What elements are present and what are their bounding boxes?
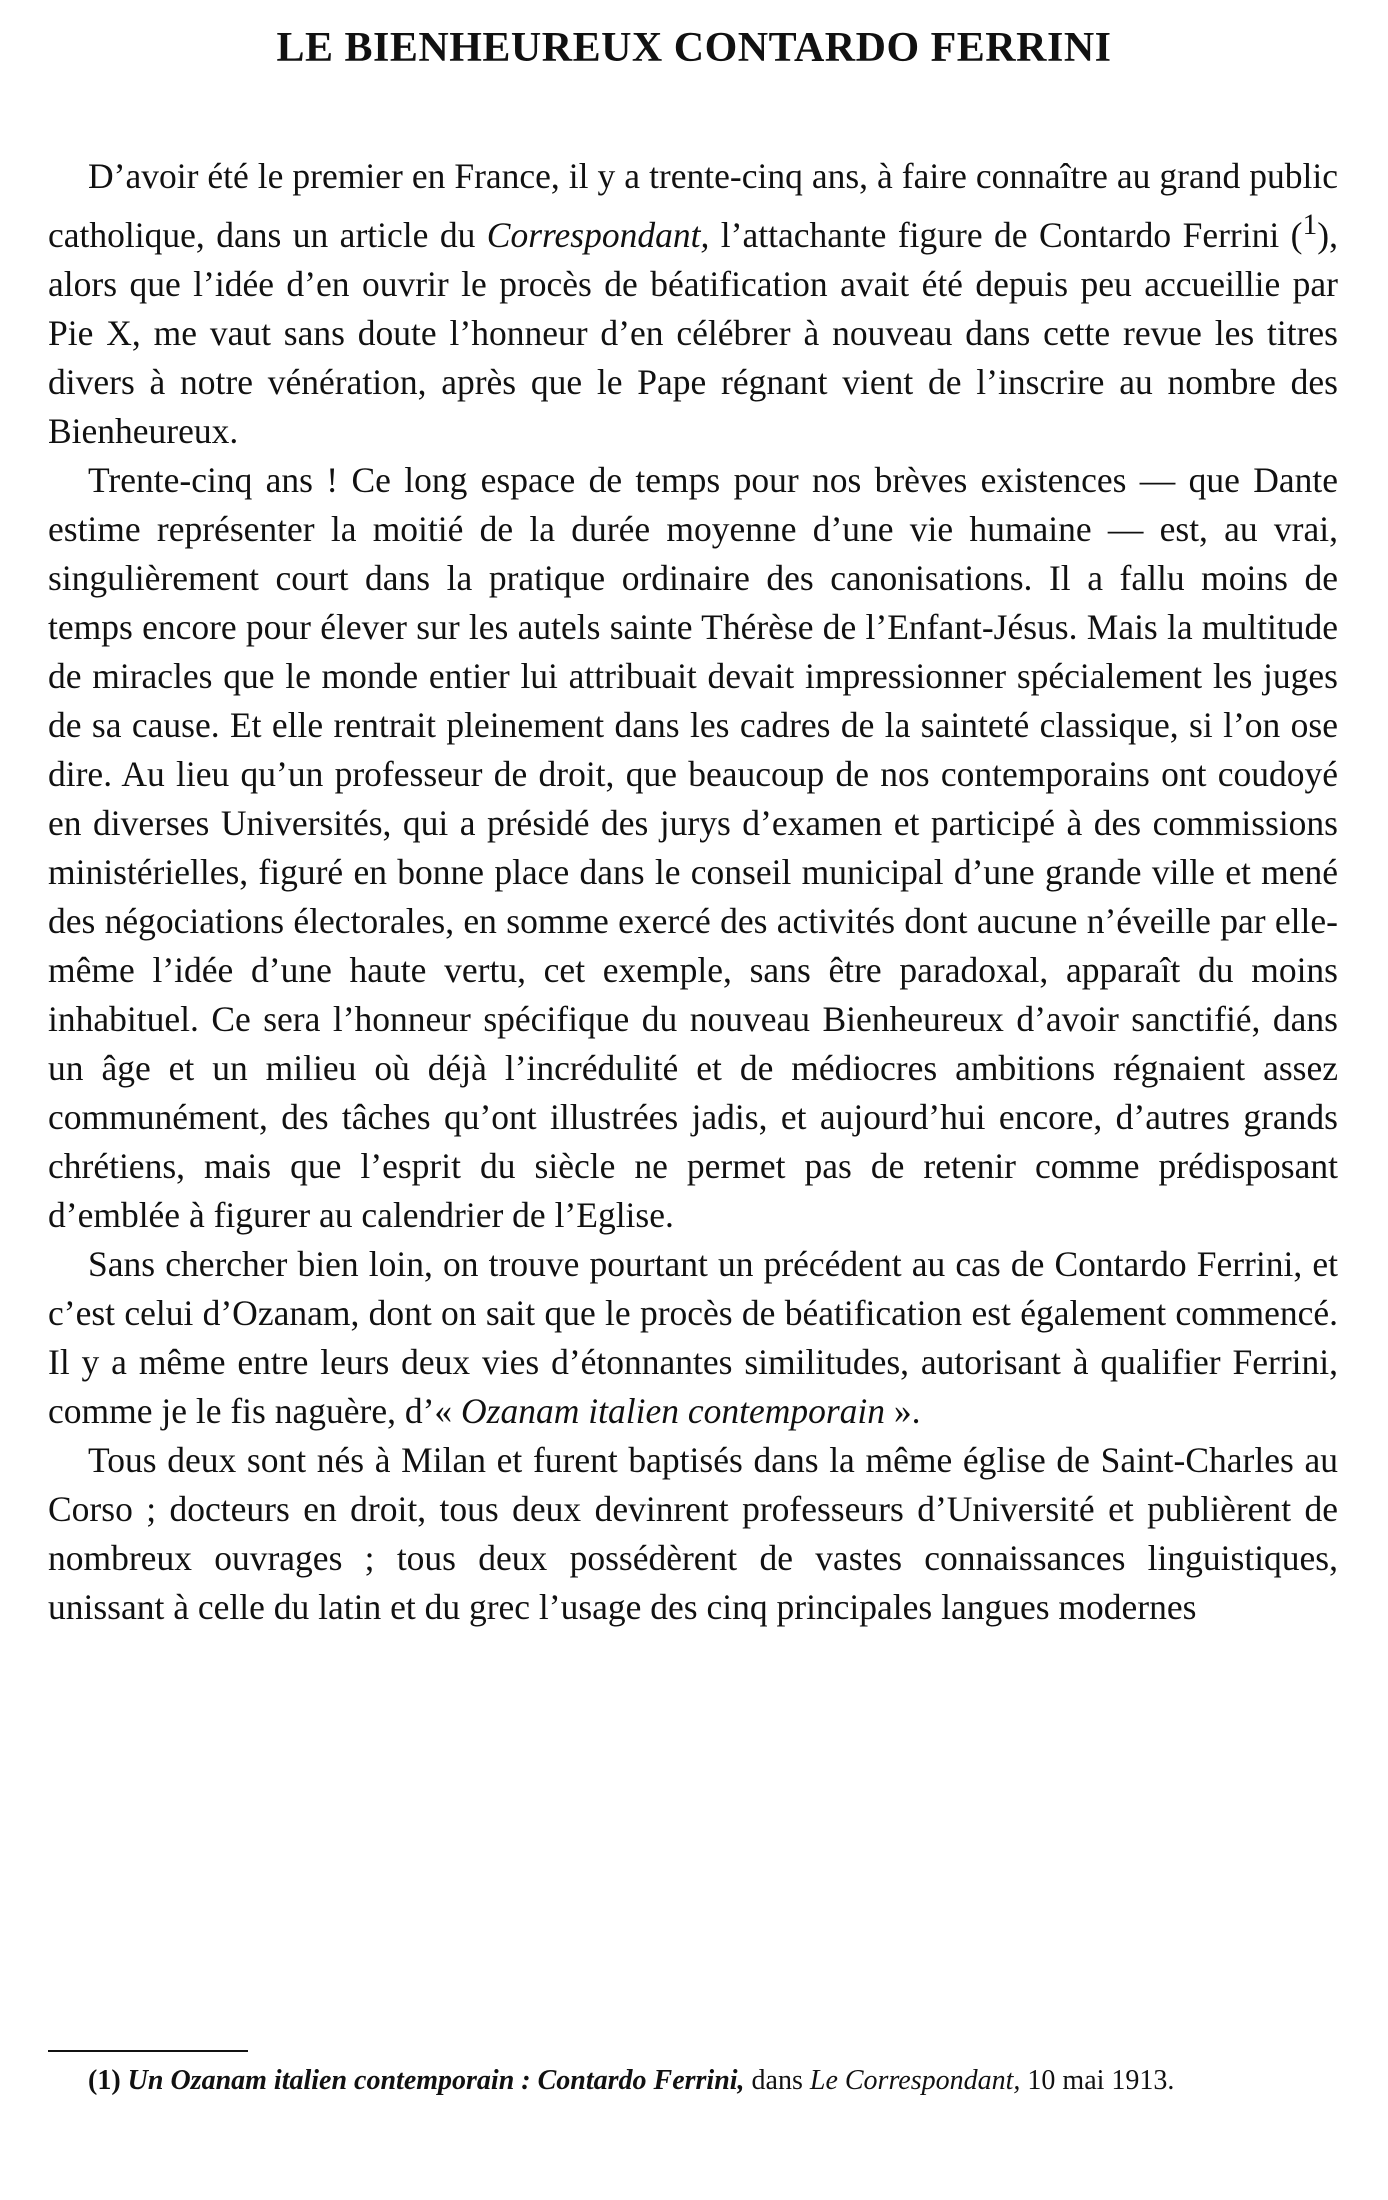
article-body bbox=[48, 152, 1338, 1632]
paragraph-text: ». bbox=[885, 1390, 921, 1431]
paragraph bbox=[48, 1240, 1338, 1436]
italic-text: Correspondant, bbox=[486, 214, 710, 255]
paragraph-text: D’avoir été le premier en France, il y a trente-cinq ans, à faire connaître au grand public catholique, dans un article du bbox=[48, 156, 1338, 255]
footnote-journal: Le Correspondant, bbox=[809, 2065, 1021, 2096]
footnote-title: Un Ozanam italien contemporain : Contardo Ferrini, bbox=[127, 2065, 745, 2096]
paragraph bbox=[48, 152, 1338, 456]
paragraph-text: ), alors que l’idée d’en ouvrir le procès de béatification avait été depuis peu accueillie par Pie X, me vaut sans doute l’honneur d’en célébrer à nouveau dans cette revue les titres divers à notre vénération, après que le Pape régnant vient de l’inscrire au nombre des Bienheureux. bbox=[48, 214, 1338, 451]
footnote-separator bbox=[48, 2050, 248, 2052]
footnote-date: 10 mai 1913. bbox=[1020, 2065, 1175, 2096]
paragraph bbox=[48, 1436, 1338, 1632]
footnote-reference: 1 bbox=[1302, 209, 1318, 241]
page-title: LE BIENHEUREUX CONTARDO FERRINI bbox=[276, 25, 1112, 71]
footnote-connector: dans bbox=[744, 2065, 810, 2096]
footnote bbox=[48, 2062, 1338, 2100]
paragraph bbox=[48, 456, 1338, 1240]
footnote-number: (1) bbox=[88, 2065, 121, 2096]
paragraph-text: Tous deux sont nés à Milan et furent baptisés dans la même église de Saint-Charles au Corso ; docteurs en droit, tous deux devinrent professeurs d’Université et publièrent de nombreux ouvrages ; tous deux possédèrent de vastes connaissances linguistiques, unissant à celle du latin et du grec l’usage des cinq principales langues modernes bbox=[48, 1439, 1338, 1627]
paragraph-text: l’attachante figure de Contardo Ferrini ( bbox=[709, 214, 1303, 255]
italic-text: Ozanam italien contemporain bbox=[461, 1390, 886, 1431]
paragraph-text: Trente-cinq ans ! Ce long espace de temps pour nos brèves existences — que Dante estime représenter la moitié de la durée moyenne d’une vie humaine — est, au vrai, singulièrement court dans la pratique ordinaire des canonisations. Il a fallu moins de temps encore pour élever sur les autels sainte Thérèse de l’Enfant-Jésus. Mais la multitude de miracles que le monde entier lui attribuait devait impressionner spécialement les juges de sa cause. Et elle rentrait pleinement dans les cadres de la sainteté classique, si l’on ose dire. Au lieu qu’un professeur de droit, que beaucoup de nos contemporains ont coudoyé en diverses Universités, qui a présidé des jurys d’examen et participé à des commissions ministérielles, figuré en bonne place dans le conseil municipal d’une grande ville et mené des négociations électorales, en somme exercé des activités dont aucune n’éveille par elle-même l’idée d’une haute vertu, cet exemple, sans être paradoxal, apparaît du moins inhabituel. Ce sera l’honneur spécifique du nouveau Bienheureux d’avoir sanctifié, dans un âge et un milieu où déjà l’incrédulité et de médiocres ambitions régnaient assez communément, des tâches qu’ont illustrées jadis, et aujourd’hui encore, d’autres grands chrétiens, mais que l’esprit du siècle ne permet pas de retenir comme prédisposant d’emblée à figurer au calendrier de l’Eglise. bbox=[48, 459, 1338, 1235]
paragraph-text: Sans chercher bien loin, on trouve pourtant un précédent au cas de Contardo Ferrini, et c’est celui d’Ozanam, dont on sait que le procès de béatification est également commencé. Il y a même entre leurs deux vies d’étonnantes similitudes, autorisant à qualifier Ferrini, comme je le fis naguère, d’« bbox=[48, 1243, 1338, 1431]
